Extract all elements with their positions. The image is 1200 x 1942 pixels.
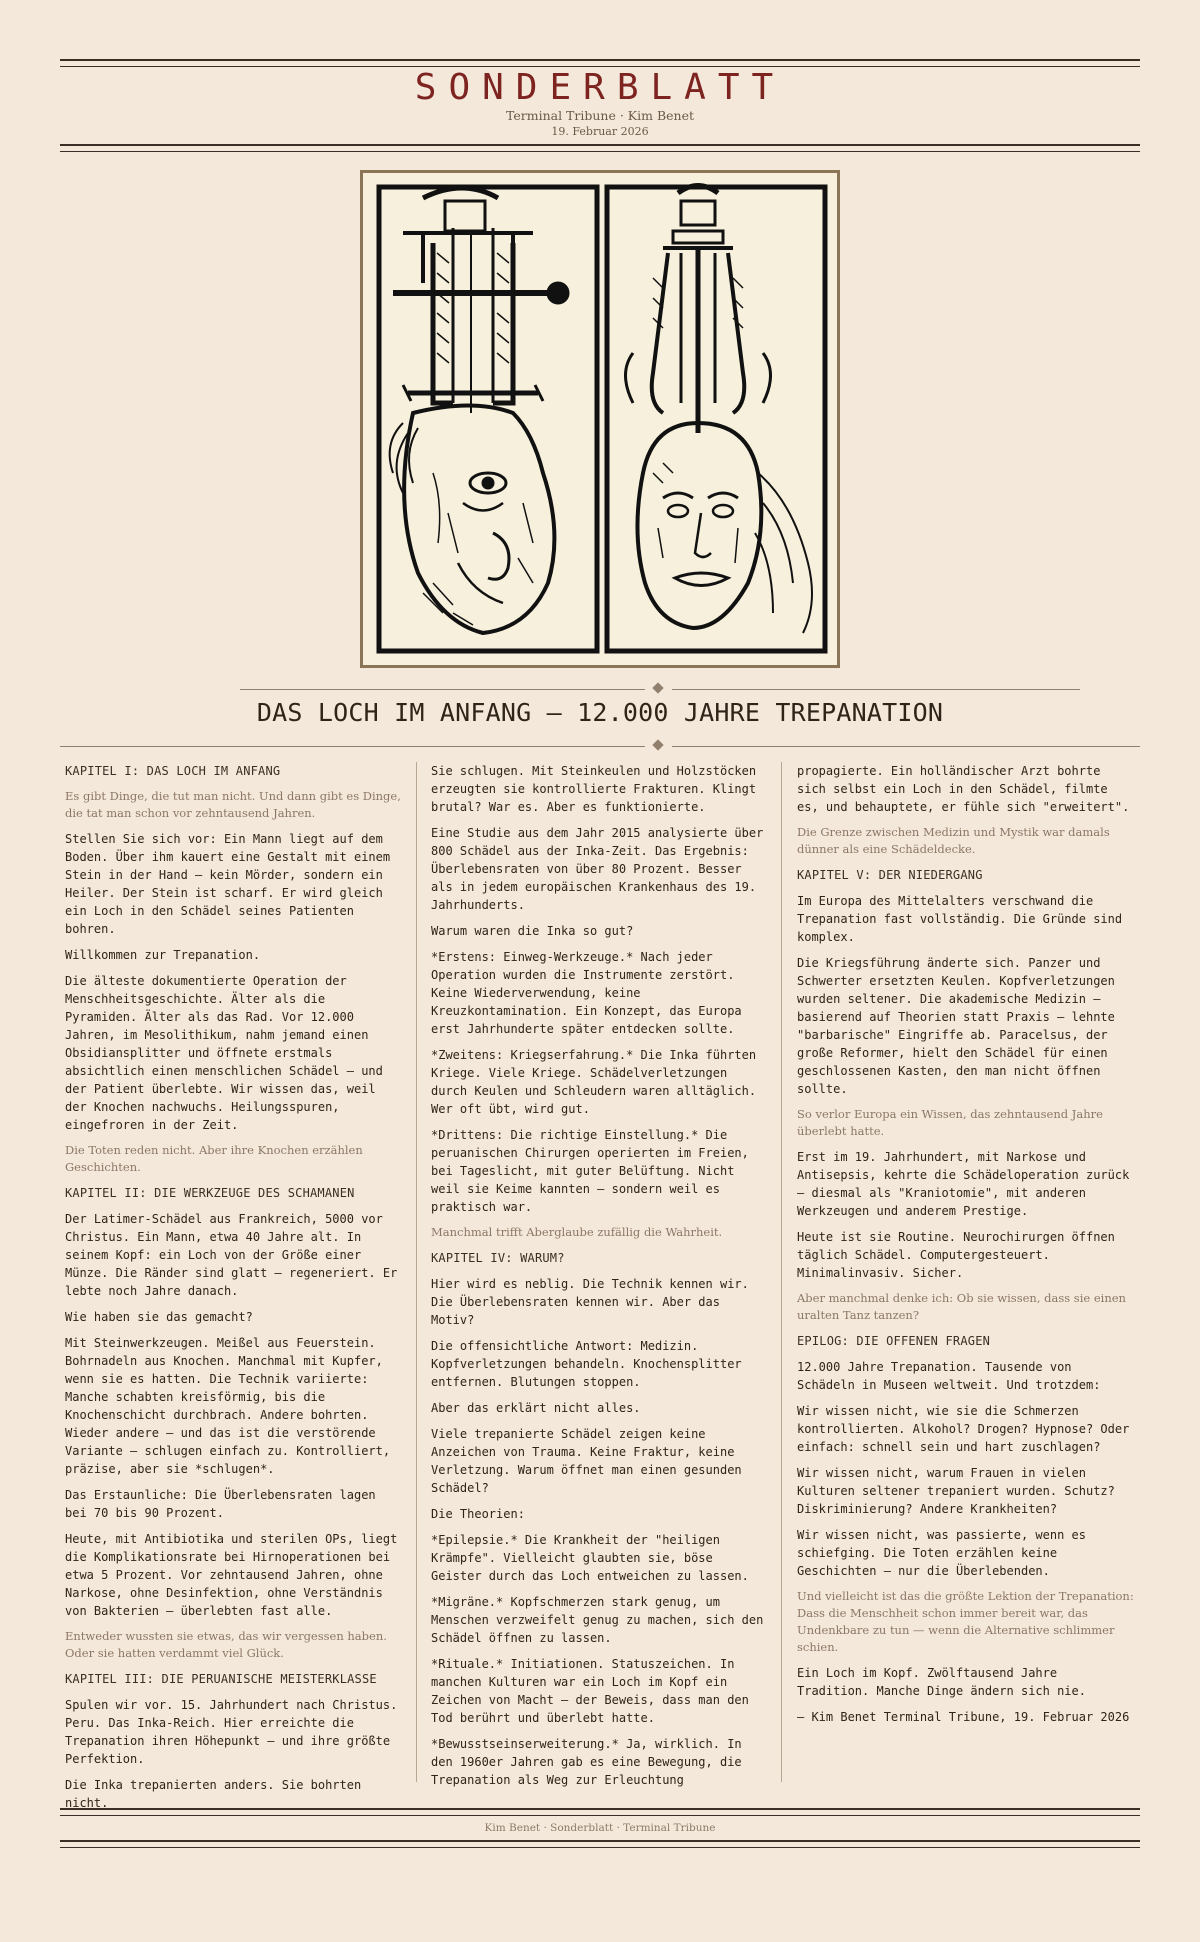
paragraph: Wir wissen nicht, warum Frauen in vielen Kulturen seltener trepaniert wurden. Schutz? Diskriminierung? Andere Krankheiten? xyxy=(797,1466,1115,1516)
chapter-heading: EPILOG: DIE OFFENEN FRAGEN xyxy=(797,1334,991,1348)
headline-bottom-ornament xyxy=(60,740,1140,754)
paragraph: Erst im 19. Jahrhundert, mit Narkose und Antisepsis, kehrte die Schädeloperation zurück — diesmal als "Kraniotomie", mit anderen Werkzeugen und anderem Prestige. xyxy=(797,1150,1130,1218)
footer-top-rule xyxy=(60,1808,1140,1816)
chapter-heading: KAPITEL V: DER NIEDERGANG xyxy=(797,868,983,882)
article-column-2 xyxy=(431,762,769,1797)
paragraph: Wir wissen nicht, was passierte, wenn es schiefging. Die Toten erzählen keine Geschichten — nur die Überlebenden. xyxy=(797,1528,1086,1578)
masthead-date: 19. Februar 2026 xyxy=(551,125,649,138)
chapter-heading: KAPITEL I: DAS LOCH IM ANFANG xyxy=(65,764,281,778)
column-divider xyxy=(416,762,417,1782)
aside-note: Die Grenze zwischen Medizin und Mystik war damals dünner als eine Schädeldecke. xyxy=(797,825,1110,856)
article-headline: DAS LOCH IM ANFANG — 12.000 JAHRE TREPANATION xyxy=(256,698,944,727)
paragraph: Das Erstaunliche: Die Überlebensraten lagen bei 70 bis 90 Prozent. xyxy=(65,1488,376,1520)
paragraph: Heute ist sie Routine. Neurochirurgen öffnen täglich Schädel. Computergesteuert. Minimalinvasiv. Sicher. xyxy=(797,1230,1115,1280)
paragraph: Die offensichtliche Antwort: Medizin. Kopfverletzungen behandeln. Knochensplitter entfernen. Blutungen stoppen. xyxy=(431,1339,742,1389)
paragraph: *Erstens: Einweg-Werkzeuge.* Nach jeder Operation wurden die Instrumente zerstört. Keine Wiederverwendung, keine Kreuzkontamination. Ein Konzept, das Europa erst Jahrhunderte später entdecken sollte. xyxy=(431,950,742,1036)
paragraph: Mit Steinwerkzeugen. Meißel aus Feuerstein. Bohrnadeln aus Knochen. Manchmal mit Kupfer, wenn sie es hatten. Die Technik variierte: Manche schabten kreisförmig, bis die Knochenschicht durchbrach. Andere bohrten. Wieder andere — und das ist die verstörende Variante — schlugen einfach zu. Kontrolliert, präzise, aber sie *schlugen*. xyxy=(65,1336,391,1476)
chapter-heading: KAPITEL III: DIE PERUANISCHE MEISTERKLASSE xyxy=(65,1672,377,1686)
paragraph: Willkommen zur Trepanation. xyxy=(65,948,261,962)
woodcut-trepanation-illustration-drawing xyxy=(363,173,837,665)
masthead-bottom-rule xyxy=(60,144,1140,152)
chapter-heading: KAPITEL II: DIE WERKZEUGE DES SCHAMANEN xyxy=(65,1186,355,1200)
paragraph: Wie haben sie das gemacht? xyxy=(65,1310,253,1324)
chapter-heading: KAPITEL IV: WARUM? xyxy=(431,1251,565,1265)
headline-top-ornament xyxy=(60,683,1140,697)
aside-note: Manchmal trifft Aberglaube zufällig die Wahrheit. xyxy=(431,1225,723,1239)
masthead-publication-line: Terminal Tribune · Kim Benet xyxy=(505,108,694,123)
paragraph: Im Europa des Mittelalters verschwand die Trepanation fast vollständig. Die Gründe sind komplex. xyxy=(797,894,1123,944)
paragraph: Die Theorien: xyxy=(431,1507,525,1521)
masthead-title: SONDERBLATT xyxy=(414,67,786,108)
woodcut-trepanation-illustration xyxy=(360,170,840,668)
paragraph: Heute, mit Antibiotika und sterilen OPs, liegt die Komplikationsrate bei Hirnoperationen bei etwa 5 Prozent. Vor zehntausend Jahren, ohne Narkose, ohne Desinfektion, ohne Verständnis von Bakterien — überlebten fast alle. xyxy=(65,1532,398,1618)
paragraph: *Migräne.* Kopfschmerzen stark genug, um Menschen verzweifelt genug zu machen, sich den Schädel öffnen zu lassen. xyxy=(431,1595,764,1645)
paragraph: *Drittens: Die richtige Einstellung.* Die peruanischen Chirurgen operierten im Freien, bei Tageslicht, mit guter Belüftung. Nicht weil sie Keime kannten — sondern weil es praktisch war. xyxy=(431,1128,749,1214)
paragraph: Aber das erklärt nicht alles. xyxy=(431,1401,641,1415)
aside-note: Und vielleicht ist das die größte Lektion der Trepanation: Dass die Menschheit schon immer bereit war, das Undenkbare zu tun — wenn die Alternative schlimmer schien. xyxy=(797,1589,1134,1654)
paragraph: Sie schlugen. Mit Steinkeulen und Holzstöcken erzeugten sie kontrollierte Frakturen. Klingt brutal? War es. Aber es funktionierte. xyxy=(431,764,757,814)
paragraph: Hier wird es neblig. Die Technik kennen wir. Die Überlebensraten kennen wir. Aber das Motiv? xyxy=(431,1277,749,1327)
paragraph: Ein Loch im Kopf. Zwölftausend Jahre Tradition. Manche Dinge ändern sich nie. xyxy=(797,1666,1086,1698)
right-panel xyxy=(607,186,825,652)
paragraph: *Epilepsie.* Die Krankheit der "heiligen Krämpfe". Vielleicht glaubten sie, böse Geister durch das Loch entweichen zu lassen. xyxy=(431,1533,749,1583)
paragraph: Spulen wir vor. 15. Jahrhundert nach Christus. Peru. Das Inka-Reich. Hier erreichte die Trepanation ihren Höhepunkt — und ihre größte Perfektion. xyxy=(65,1698,398,1766)
paragraph: *Zweitens: Kriegserfahrung.* Die Inka führten Kriege. Viele Kriege. Schädelverletzungen durch Keulen und Schleudern waren alltäglich. Wer oft übt, wird gut. xyxy=(431,1048,757,1116)
paragraph: *Bewusstseinserweiterung.* Ja, wirklich. In den 1960er Jahren gab es eine Bewegung, die Trepanation als Weg zur Erleuchtung xyxy=(431,1737,742,1787)
paragraph: Viele trepanierte Schädel zeigen keine Anzeichen von Trauma. Keine Fraktur, keine Verletzung. Warum öffnet man einen gesunden Schädel? xyxy=(431,1427,742,1495)
footer-bottom-rule xyxy=(60,1840,1140,1848)
aside-note: Es gibt Dinge, die tut man nicht. Und dann gibt es Dinge, die tat man schon vor zehntausend Jahren. xyxy=(65,789,401,820)
paragraph: Eine Studie aus dem Jahr 2015 analysierte über 800 Schädel aus der Inka-Zeit. Das Ergebnis: Überlebensraten von über 80 Prozent. Besser als in jedem europäischen Krankenhaus des 19. Jahrhunderts. xyxy=(431,826,764,912)
article-column-1 xyxy=(65,762,403,1820)
column-divider xyxy=(781,762,782,1782)
aside-note: Die Toten reden nicht. Aber ihre Knochen erzählen Geschichten. xyxy=(65,1143,363,1174)
paragraph: 12.000 Jahre Trepanation. Tausende von Schädeln in Museen weltweit. Und trotzdem: xyxy=(797,1360,1101,1392)
paragraph: *Rituale.* Initiationen. Statuszeichen. In manchen Kulturen war ein Loch im Kopf ein Zeichen von Macht — der Beweis, dass man den Tod berührt und überlebt hatte. xyxy=(431,1657,749,1725)
paragraph: Der Latimer-Schädel aus Frankreich, 5000 vor Christus. Ein Mann, etwa 40 Jahre alt. In seinem Kopf: ein Loch von der Größe einer Münze. Die Ränder sind glatt — regeneriert. Er lebte noch Jahre danach. xyxy=(65,1212,398,1298)
paragraph: Wir wissen nicht, wie sie die Schmerzen kontrollierten. Alkohol? Drogen? Hypnose? Oder einfach: schnell sein und hart zuschlagen? xyxy=(797,1404,1130,1454)
aside-note: Aber manchmal denke ich: Ob sie wissen, dass sie einen uralten Tanz tanzen? xyxy=(797,1291,1126,1322)
article-column-3 xyxy=(797,762,1135,1734)
aside-note: So verlor Europa ein Wissen, das zehntausend Jahre überlebt hatte. xyxy=(797,1107,1103,1138)
aside-note: Entweder wussten sie etwas, das wir vergessen haben. Oder sie hatten verdammt viel Glück. xyxy=(65,1629,387,1660)
paragraph: — Kim Benet Terminal Tribune, 19. Februar 2026 xyxy=(797,1710,1130,1724)
paragraph: Die Kriegsführung änderte sich. Panzer und Schwerter ersetzten Keulen. Kopfverletzungen wurden seltener. Die akademische Medizin — basierend auf Theorien statt Praxis — lehnte "barbarische" Eingriffe ab. Paracelsus, der große Reformer, hielt den Schädel für einen geschlossenen Kasten, den man nicht öffnen sollte. xyxy=(797,956,1115,1096)
paragraph: Warum waren die Inka so gut? xyxy=(431,924,634,938)
paragraph: Stellen Sie sich vor: Ein Mann liegt auf dem Boden. Über ihm kauert eine Gestalt mit einem Stein in der Hand — kein Mörder, sondern ein Heiler. Der Stein ist scharf. Er wird gleich ein Loch in den Schädel seines Patienten bohren. xyxy=(65,832,391,936)
left-panel xyxy=(379,187,597,651)
paragraph: Die älteste dokumentierte Operation der Menschheitsgeschichte. Älter als die Pyramiden. Älter als das Rad. Vor 12.000 Jahren, im Mesolithikum, nahm jemand einen Obsidiansplitter und öffnete erstmals absichtlich einen menschlichen Schädel — und der Patient überlebte. Wir wissen das, weil der Knochen nachwuchs. Heilungsspuren, eingefroren in der Zeit. xyxy=(65,974,383,1132)
paragraph: Die Inka trepanierten anders. Sie bohrten nicht. xyxy=(65,1778,362,1810)
paragraph: propagierte. Ein holländischer Arzt bohrte sich selbst ein Loch in den Schädel, filmte es, und behauptete, er fühle sich "erweitert". xyxy=(797,764,1130,814)
footer-credit: Kim Benet · Sonderblatt · Terminal Tribune xyxy=(484,1822,716,1834)
